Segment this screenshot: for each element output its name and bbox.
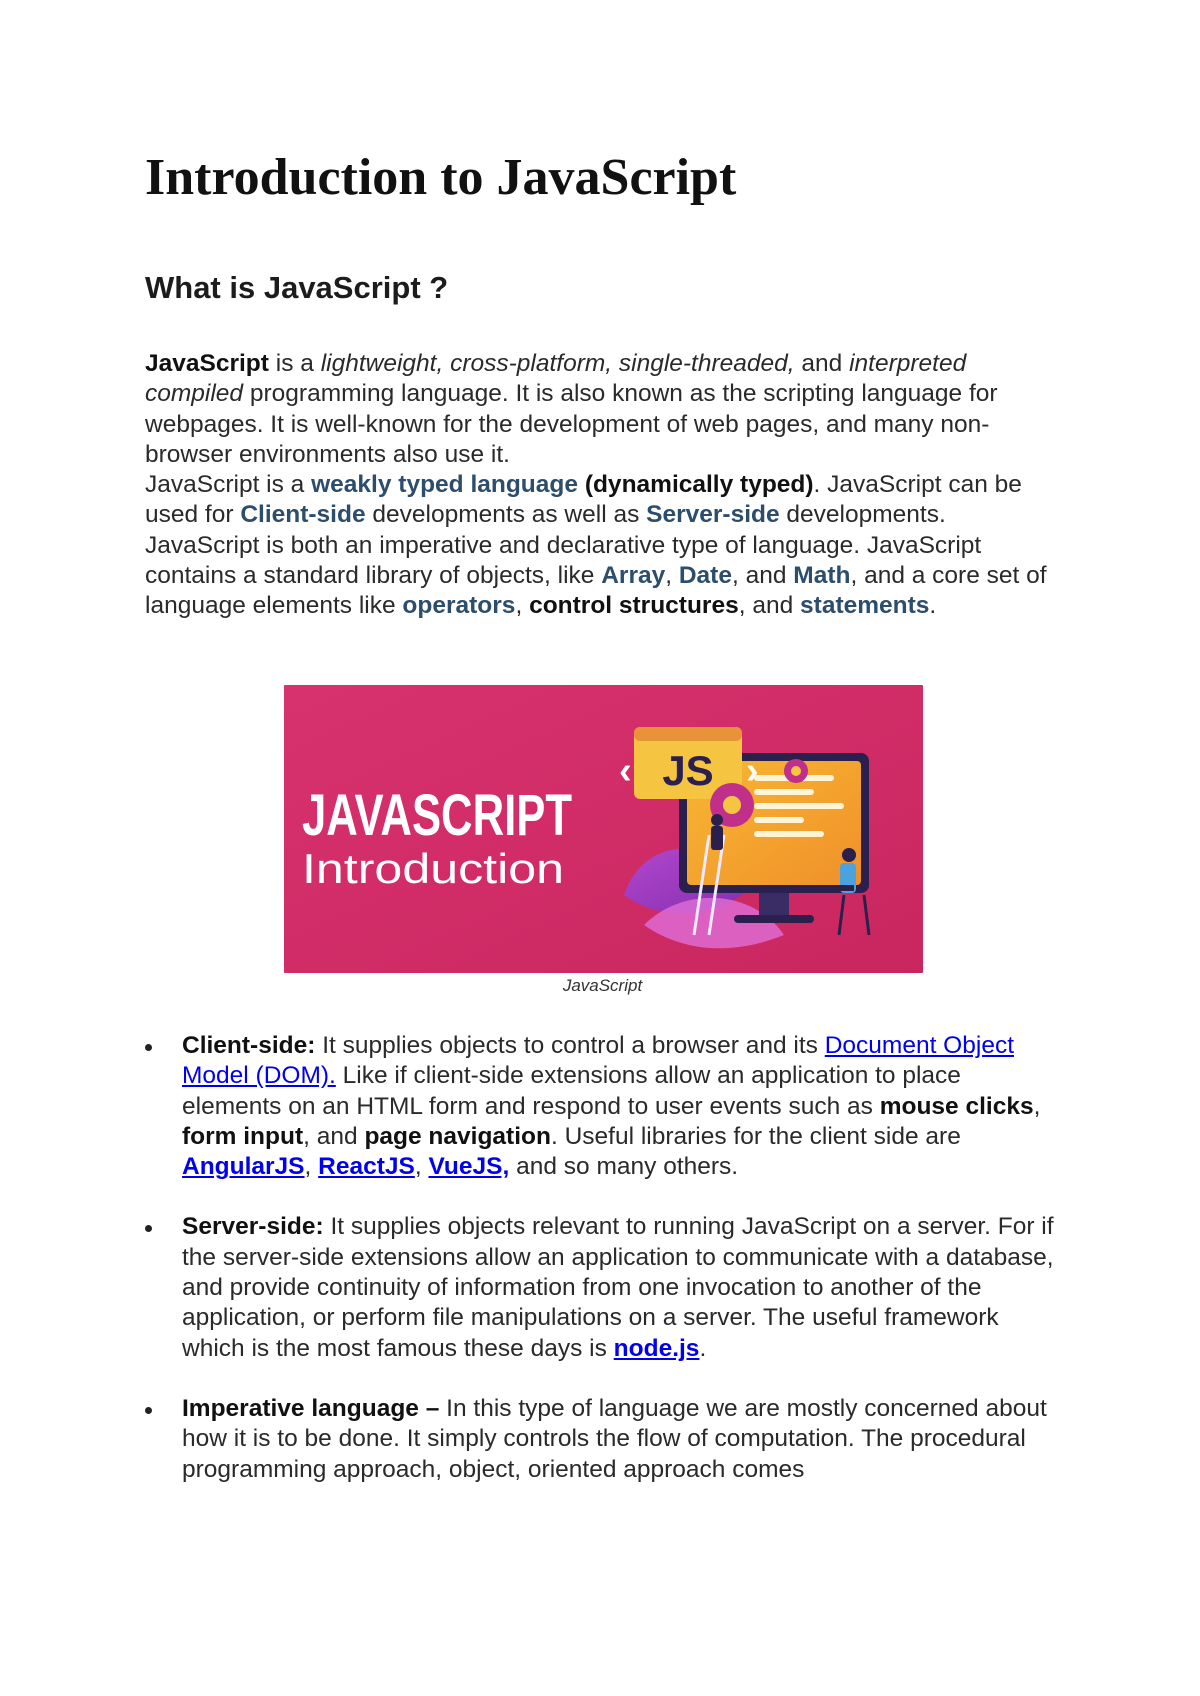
text: . [929,592,937,620]
code-line [754,789,814,795]
item-label: Client-side: [182,1032,316,1059]
text: It supplies objects to control a browser and its [315,1032,825,1059]
text [578,471,585,498]
text: . JavaScript can be used for [145,471,1022,529]
text: developments. JavaScript is both an imperative and declarative type of language. JavaScript contains a standard library of objects, like [145,501,982,590]
laptop [824,885,854,891]
text: . [699,1334,707,1362]
term-math: Math [793,562,851,590]
nodejs-link[interactable]: node.js [613,1334,700,1362]
term-control-structures: control structures [529,592,739,620]
angle-right-icon: › [746,750,759,792]
intro-paragraph [145,349,1060,622]
text: and so many others. [509,1153,739,1181]
text: is a [268,350,321,377]
gear-hub [791,766,801,776]
term-array: Array [601,562,666,590]
bullet-icon [145,1407,152,1414]
figure-caption: JavaScript [562,976,643,995]
banner-subtitle: Introduction [302,845,564,892]
code-line [754,803,844,809]
text: , [515,592,530,620]
person-head [711,814,723,826]
text: , and a core set of language elements like [145,562,1047,620]
person-head [842,848,856,862]
term-page-navigation: page navigation [364,1122,551,1150]
dom-link[interactable]: Document Object Model (DOM). [182,1032,1014,1090]
feature-list [145,1031,1060,1515]
term-weakly-typed: weakly typed language [311,471,578,499]
text: Like if client-side extensions allow an application to place elements on an HTML form and respond to user events such as [182,1062,961,1120]
js-badge-header [634,727,742,741]
text: , and [731,562,794,590]
text: . Useful libraries for the client side are [550,1122,961,1150]
text: JavaScript is a [145,471,312,499]
item-label: Server-side: [182,1213,324,1241]
banner-title: JAVASCRIPT [302,783,572,848]
angularjs-link[interactable]: AngularJS [182,1153,305,1181]
term-form-input: form input [182,1122,304,1150]
text-italic: lightweight, cross-platform, single-threaded, [320,350,795,377]
text: , [1033,1092,1041,1120]
gear-hub [723,796,741,814]
text: programming language. It is also known as the scripting language for webpages. It is well-known for the development of web pages, and many non-browser environments also use it. [145,380,998,468]
vuejs-link[interactable]: VueJS, [428,1153,510,1181]
code-line [754,831,824,837]
bullet-icon [145,1225,152,1232]
text: In this type of language we are mostly concerned about how it is to be done. It simply controls the flow of computation. The procedural programming approach, object, oriented approach comes [182,1394,1047,1483]
term-javascript: JavaScript [145,350,269,377]
text: and [794,350,850,377]
term-server-side: Server-side [646,501,780,529]
monitor-base [734,915,814,923]
person-body [711,826,723,850]
text: , and [738,592,801,620]
javascript-intro-banner [284,685,923,973]
term-client-side: Client-side [240,501,366,529]
page-title: Introduction to JavaScript [145,149,737,206]
monitor-stand [759,893,789,917]
term-operators: operators [402,592,516,620]
item-label: Imperative language – [182,1394,440,1422]
angle-left-icon: ‹ [619,750,632,792]
term-mouse-clicks: mouse clicks [879,1092,1034,1120]
bullet-icon [145,1044,152,1051]
text: , [414,1153,429,1181]
text-italic: interpreted compiled [145,350,967,408]
text: It supplies objects relevant to running JavaScript on a server. For if the server-side extensions allow an application to communicate with a database, and provide continuity of information from one invocation to another of the application, or perform file manipulations on a server. The useful framework which is the most famous these days is [182,1213,1054,1362]
list-item-server-side [145,1212,1060,1363]
list-item-imperative-language [145,1394,1060,1485]
term-statements: statements [800,592,930,620]
text: , [304,1153,319,1181]
text: , and [303,1122,365,1150]
js-badge-text: JS [662,747,714,794]
code-line [754,817,804,823]
section-heading: What is JavaScript ? [145,270,449,305]
text: , [665,562,679,590]
text: developments as well as [365,501,647,529]
reactjs-link[interactable]: ReactJS [318,1153,415,1181]
list-item-client-side [145,1031,1060,1182]
term-dynamically-typed: (dynamically typed) [584,471,814,499]
term-date: Date [678,562,732,590]
